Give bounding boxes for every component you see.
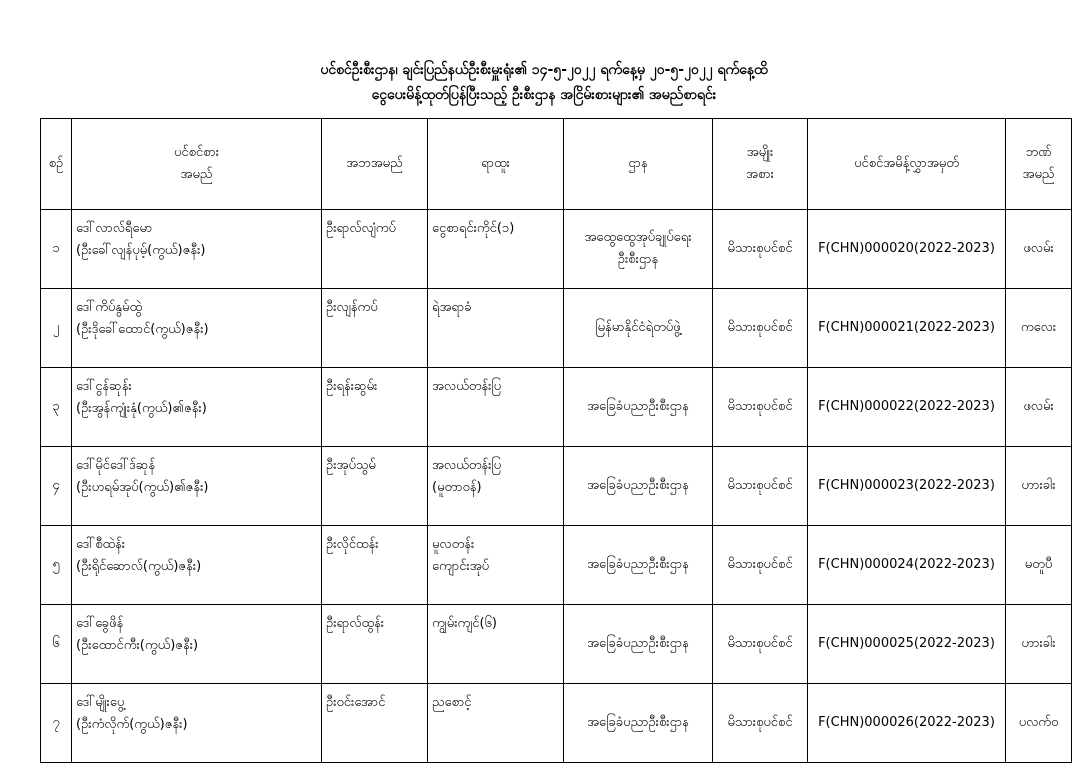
cell-bank: ဟားခါး	[1006, 447, 1072, 526]
cell-dept: အခြေခံပညာဦးစီးဌာန	[564, 526, 713, 605]
cell-rank: အလယ်တန်းပြ	[428, 368, 564, 447]
table-row	[41, 447, 1072, 526]
cell-father: ဦးရာလ်လျံကပ်	[322, 210, 428, 289]
cell-name: ဒေါ်စီထဲန်း (ဦးရိုင်ဆောလ်(ကွယ်)ဇနီး)	[72, 526, 322, 605]
col-header-order: ပင်စင်အမိန့်လွှာအမှတ်	[808, 119, 1006, 210]
cell-name: ဒေါ်ခွေဖိန် (ဦးထောင်ကီး(ကွယ်)ဇနီး)	[72, 605, 322, 684]
cell-name: ဒေါ်မိုင်ဒေါ်ဒ်ဆုန် (ဦးဟရမ်အုပ်(ကွယ်)၏ဇနီး)	[72, 447, 322, 526]
cell-dept: အခြေခံပညာဦးစီးဌာန	[564, 605, 713, 684]
cell-bank: မတူပီ	[1006, 526, 1072, 605]
cell-name: ဒေါ်ငွန်ဆုန်း (ဦးအွန်ကျုံးနုံ(ကွယ်)၏ဇနီး)	[72, 368, 322, 447]
cell-no: ၇	[41, 684, 72, 763]
cell-father: ဦးလျန်ကပ်	[322, 289, 428, 368]
cell-bank: ဖလမ်း	[1006, 210, 1072, 289]
cell-dept: မြန်မာနိုင်ငံရဲတပ်ဖွဲ့	[564, 289, 713, 368]
cell-father: ဦးရန်းဆွမ်း	[322, 368, 428, 447]
table-row	[41, 526, 1072, 605]
col-header-dept: ဌာန	[564, 119, 713, 210]
cell-no: ၁	[41, 210, 72, 289]
col-header-type: အမျိုး အစား	[713, 119, 808, 210]
cell-father: ဦးလိုင်ထန်း	[322, 526, 428, 605]
table-row	[41, 368, 1072, 447]
cell-no: ၄	[41, 447, 72, 526]
cell-no: ၂	[41, 289, 72, 368]
col-header-no: စဉ်	[41, 119, 72, 210]
document-title: ပင်စင်ဦးစီးဌာန၊ ချင်းပြည်နယ်ဦးစီးမှူးရုံး၏ ၁၄-၅-၂၀၂၂ ရက်နေ့မှ ၂၀-၅-၂၀၂၂ ရက်နေ့ထိ	[320, 62, 768, 78]
cell-rank: ကျွမ်းကျင်(၆)	[428, 605, 564, 684]
cell-order: F(CHN)000021(2022-2023)	[808, 289, 1006, 368]
cell-dept: အခြေခံပညာဦးစီးဌာန	[564, 447, 713, 526]
cell-order: F(CHN)000024(2022-2023)	[808, 526, 1006, 605]
cell-rank: အလယ်တန်းပြ (မူတာဝန်)	[428, 447, 564, 526]
pension-table	[40, 118, 1072, 763]
cell-father: ဦးရာလ်ထွန်း	[322, 605, 428, 684]
cell-bank: ဖလမ်း	[1006, 368, 1072, 447]
cell-order: F(CHN)000020(2022-2023)	[808, 210, 1006, 289]
cell-name: ဒေါ်မျိုးပွေ့ (ဦးကံလိုက်(ကွယ်)ဇနီး)	[72, 684, 322, 763]
cell-type: မိသားစုပင်စင်	[713, 605, 808, 684]
cell-dept: အခြေခံပညာဦးစီးဌာန	[564, 368, 713, 447]
cell-dept: အထွေထွေအုပ်ချုပ်ရေး ဦးစီးဌာန	[564, 210, 713, 289]
cell-father: ဦးဝင်းအောင်	[322, 684, 428, 763]
cell-order: F(CHN)000026(2022-2023)	[808, 684, 1006, 763]
cell-no: ၃	[41, 368, 72, 447]
col-header-name: ပင်စင်စား အမည်	[72, 119, 322, 210]
col-header-father: အဘအမည်	[322, 119, 428, 210]
cell-bank: ပလက်ဝ	[1006, 684, 1072, 763]
col-header-bank: ဘဏ် အမည်	[1006, 119, 1072, 210]
table-row	[41, 605, 1072, 684]
cell-father: ဦးအုပ်သွမ်	[322, 447, 428, 526]
col-header-rank: ရာထူး	[428, 119, 564, 210]
document-subtitle: ငွေပေးမိန့်ထုတ်ပြန်ပြီးသည့် ဦးစီးဌာန အငြိမ်းစားများ၏ အမည်စာရင်း	[371, 87, 717, 103]
cell-rank: မူလတန်း ကျောင်းအုပ်	[428, 526, 564, 605]
cell-type: မိသားစုပင်စင်	[713, 368, 808, 447]
cell-rank: ညစောင့်	[428, 684, 564, 763]
cell-order: F(CHN)000023(2022-2023)	[808, 447, 1006, 526]
table-row	[41, 684, 1072, 763]
cell-dept: အခြေခံပညာဦးစီးဌာန	[564, 684, 713, 763]
cell-no: ၅	[41, 526, 72, 605]
cell-no: ၆	[41, 605, 72, 684]
table-row	[41, 289, 1072, 368]
cell-name: ဒေါ်ကိပ်နွမ်ထွဲ (ဦးဒိုခေါ်ထောင်(ကွယ်)ဇနီး)	[72, 289, 322, 368]
cell-type: မိသားစုပင်စင်	[713, 684, 808, 763]
cell-bank: ဟားခါး	[1006, 605, 1072, 684]
cell-rank: ရဲအရာခံ	[428, 289, 564, 368]
cell-order: F(CHN)000022(2022-2023)	[808, 368, 1006, 447]
cell-name: ဒေါ်လာလ်ရီမော (ဦးခေါ်လျန်ပုမ့်(ကွယ်)ဇနီး)	[72, 210, 322, 289]
table-row	[41, 210, 1072, 289]
cell-type: မိသားစုပင်စင်	[713, 289, 808, 368]
cell-type: မိသားစုပင်စင်	[713, 210, 808, 289]
cell-order: F(CHN)000025(2022-2023)	[808, 605, 1006, 684]
cell-type: မိသားစုပင်စင်	[713, 447, 808, 526]
table-header-row	[41, 119, 1072, 210]
cell-rank: ငွေစာရင်းကိုင်(၁)	[428, 210, 564, 289]
cell-bank: ကလေး	[1006, 289, 1072, 368]
cell-type: မိသားစုပင်စင်	[713, 526, 808, 605]
